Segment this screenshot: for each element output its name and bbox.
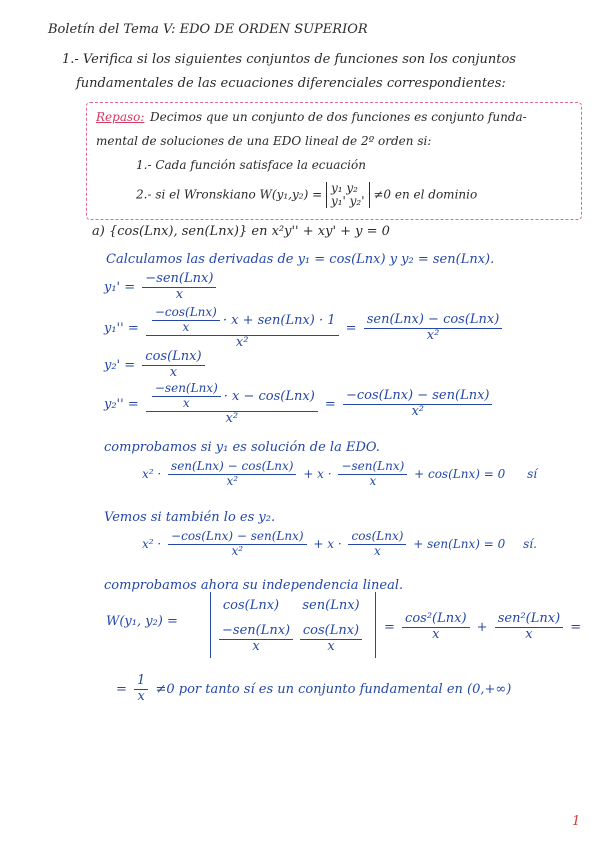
det-cell-12: sen(Lnx) [302, 598, 360, 613]
page-number: 1 [572, 814, 581, 829]
repaso-label: Repaso: [96, 110, 145, 124]
check-y1-equation: x² · sen(Lnx) − cos(Lnx) x² + x · −sen(Lnx) x + cos(Lnx) = 0 sí [142, 459, 538, 488]
det-cell-21: −sen(Lnx) x [216, 624, 286, 655]
part-a-label [92, 224, 390, 239]
det-row-1: y₁ y₂ [330, 181, 358, 195]
y2pp-result: −cos(Lnx) − sen(Lnx) x² [343, 389, 493, 420]
repaso-cond-2 [136, 182, 477, 208]
derivs-intro: Calculamos las derivadas de y₁ = cos(Lnx) y y₂ = sen(Lnx). [106, 252, 495, 267]
wronskian-result: = cos²(Lnx) x + sen²(Lnx) x = [384, 611, 582, 642]
y1pp-fraction: −cos(Lnx) x · x + sen(Lnx) · 1 x² [146, 306, 339, 351]
page-title: Boletín del Tema V: EDO DE ORDEN SUPERIOR [48, 22, 368, 37]
y1-prime [104, 272, 219, 303]
y2pp-fraction: −sen(Lnx) x · x − cos(Lnx) x² [146, 382, 318, 427]
y2p-fraction: cos(Lnx) x [142, 350, 204, 381]
check-y2-equation: x² · −cos(Lnx) − sen(Lnx) x² + x · cos(Lnx) x + sen(Lnx) = 0 sí. [142, 529, 537, 558]
wronskian-text: comprobamos ahora su independencia lineal. [104, 578, 404, 593]
y2pp-lhs: y₂'' = [104, 396, 139, 412]
wronskian-lhs: W(y₁, y₂) = [106, 614, 178, 629]
y1pp-lhs: y₁'' = [104, 320, 139, 336]
y2p-lhs: y₂' = [104, 357, 136, 373]
repaso-cond-1: 1.- Cada función satisface la ecuación [136, 158, 366, 172]
conclusion: = $\frac{1}{x}$ ≠0 por tanto sí es un conjunto fundamental en (0,+∞) [116, 673, 512, 704]
det-cell-11: cos(Lnx) [222, 598, 280, 613]
check-y1-text: comprobamos si y₁ es solución de la EDO. [104, 440, 380, 455]
wronskian-matrix [326, 182, 370, 208]
exercise-line-2: fundamentales de las ecuaciones diferenciales correspondientes: [76, 76, 506, 91]
repaso-line-2: mental de soluciones de una EDO lineal de 2º orden si: [96, 134, 432, 148]
det-cell-22: cos(Lnx) x [294, 624, 368, 655]
part-a-set: a) {cos(Lnx), sen(Lnx)} en [92, 224, 268, 239]
exercise-line-1: 1.- Verifica si los siguientes conjuntos de funciones son los conjuntos [62, 52, 516, 67]
y1-second: y₁'' = −cos(Lnx) x · x + sen(Lnx) · 1 x² = sen(Lnx) − cos(Lnx) x² [104, 306, 505, 351]
y2-prime [104, 350, 208, 381]
part-a-equation: x²y'' + xy' + y = 0 [271, 224, 390, 239]
cond2-post: ≠0 en el dominio [373, 187, 478, 202]
cond2-pre: 2.- si el Wronskiano W(y₁,y₂) = [136, 187, 323, 202]
y1pp-result: sen(Lnx) − cos(Lnx) x² [364, 313, 503, 344]
check-y2-text: Vemos si también lo es y₂. [104, 510, 276, 525]
det-row-2: y₁' y₂' [330, 194, 365, 209]
y1p-lhs: y₁' = [104, 279, 136, 295]
y2-second: y₂'' = −sen(Lnx) x · x − cos(Lnx) x² = −cos(Lnx) − sen(Lnx) x² [104, 382, 495, 427]
y1p-fraction: −sen(Lnx) x [142, 272, 216, 303]
repaso-line-1: Decimos que un conjunto de dos funciones es conjunto funda- [150, 110, 527, 124]
